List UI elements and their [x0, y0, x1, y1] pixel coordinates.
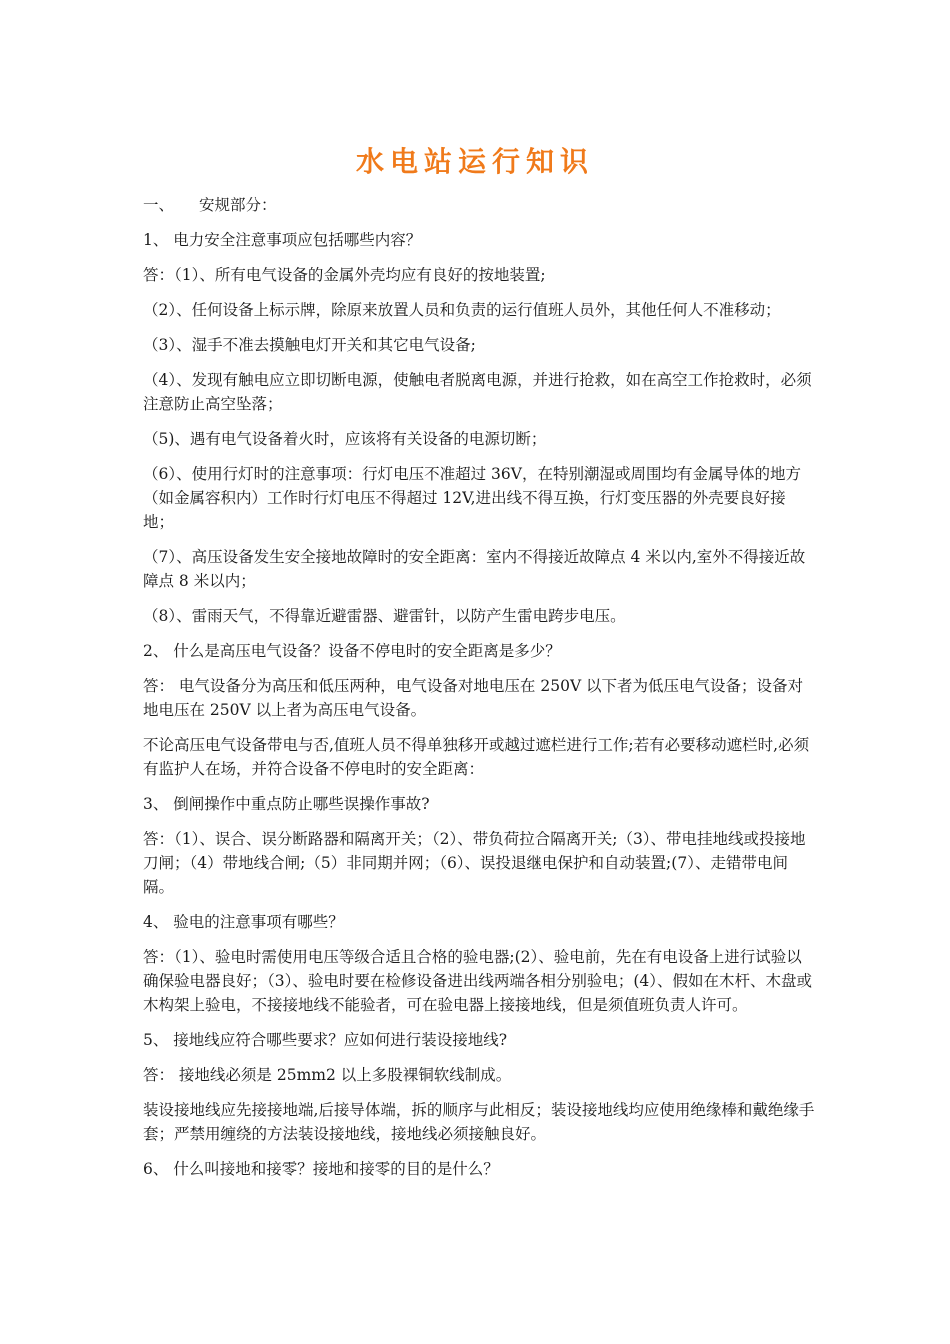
section-label: 安规部分：	[199, 196, 277, 214]
paragraph: 装设接地线应先接接地端,后接导体端，拆的顺序与此相反；装设接地线均应使用绝缘棒和戴绝缘手套；严禁用缠绕的方法装设接地线，接地线必须接触良好。	[143, 1101, 815, 1143]
paragraph: 答：（1）、验电时需使用电压等级合适且合格的验电器;(2）、验电前，先在有电设备上进行试验以确保验电器良好；（3）、验电时要在检修设备进出线两端各相分别验电；(4）、假如在木杆、木盘或木构架上验电，不接接地线不能验者，可在验电器上接接地线，但是须值班负责人许可。	[143, 948, 813, 1014]
document-body	[143, 193, 815, 1192]
paragraph: 5、 接地线应符合哪些要求？应如何进行装设接地线?	[143, 1031, 508, 1049]
paragraph: （3）、湿手不准去摸触电灯开关和其它电气设备;	[143, 336, 476, 354]
paragraph: 答：（1）、误合、误分断路器和隔离开关；（2）、带负荷拉合隔离开关;（3）、带电挂地线或投接地刀闸；（4）带地线合闸;（5）非同期并网；（6）、误投退继电保护和自动装置;(7）、走错带电间隔。	[143, 830, 806, 896]
paragraph: （5)、遇有电气设备着火时，应该将有关设备的电源切断；	[143, 430, 547, 448]
paragraph: （7）、高压设备发生安全接地故障时的安全距离：室内不得接近故障点 4 米以内,室外不得接近故障点 8 米以内；	[143, 548, 806, 590]
document-title: 水电站运行知识	[355, 145, 594, 178]
paragraph: （4）、发现有触电应立即切断电源，使触电者脱离电源，并进行抢救，如在高空工作抢救时，必须注意防止高空坠落；	[143, 371, 812, 413]
paragraph: 答：（1）、所有电气设备的金属外壳均应有良好的按地装置;	[143, 266, 546, 284]
paragraph: （2）、任何设备上标示牌，除原来放置人员和负责的运行值班人员外，其他任何人不准移动；	[143, 301, 781, 319]
paragraph: 答： 接地线必须是 25mm2 以上多股裸铜软线制成。	[143, 1066, 512, 1084]
paragraph: 1、 电力安全注意事项应包括哪些内容？	[143, 231, 422, 249]
paragraph: 2、 什么是高压电气设备？设备不停电时的安全距离是多少？	[143, 642, 561, 660]
section-heading	[143, 193, 815, 217]
paragraph: （8）、雷雨天气，不得靠近避雷器、避雷针，以防产生雷电跨步电压。	[143, 607, 626, 625]
paragraph: 4、 验电的注意事项有哪些？	[143, 913, 344, 931]
paragraph: （6）、使用行灯时的注意事项：行灯电压不准超过 36V，在特别潮湿或周围均有金属导体的地方（如金属容积内）工作时行灯电压不得超过 12V,进出线不得互换，行灯变压器的外壳要良好接地；	[143, 465, 801, 531]
paragraph: 6、 什么叫接地和接零？接地和接零的目的是什么？	[143, 1160, 499, 1178]
section-number: 一、	[143, 196, 175, 214]
paragraph: 3、 倒闸操作中重点防止哪些误操作事故?	[143, 795, 430, 813]
paragraph: 答： 电气设备分为高压和低压两种，电气设备对地电压在 250V 以下者为低压电气设备；设备对地电压在 250V 以上者为高压电气设备。	[143, 677, 804, 719]
paragraph: 不论高压电气设备带电与否,值班人员不得单独移开或越过遮栏进行工作;若有必要移动遮栏时,必须有监护人在场，并符合设备不停电时的安全距离：	[143, 736, 810, 778]
